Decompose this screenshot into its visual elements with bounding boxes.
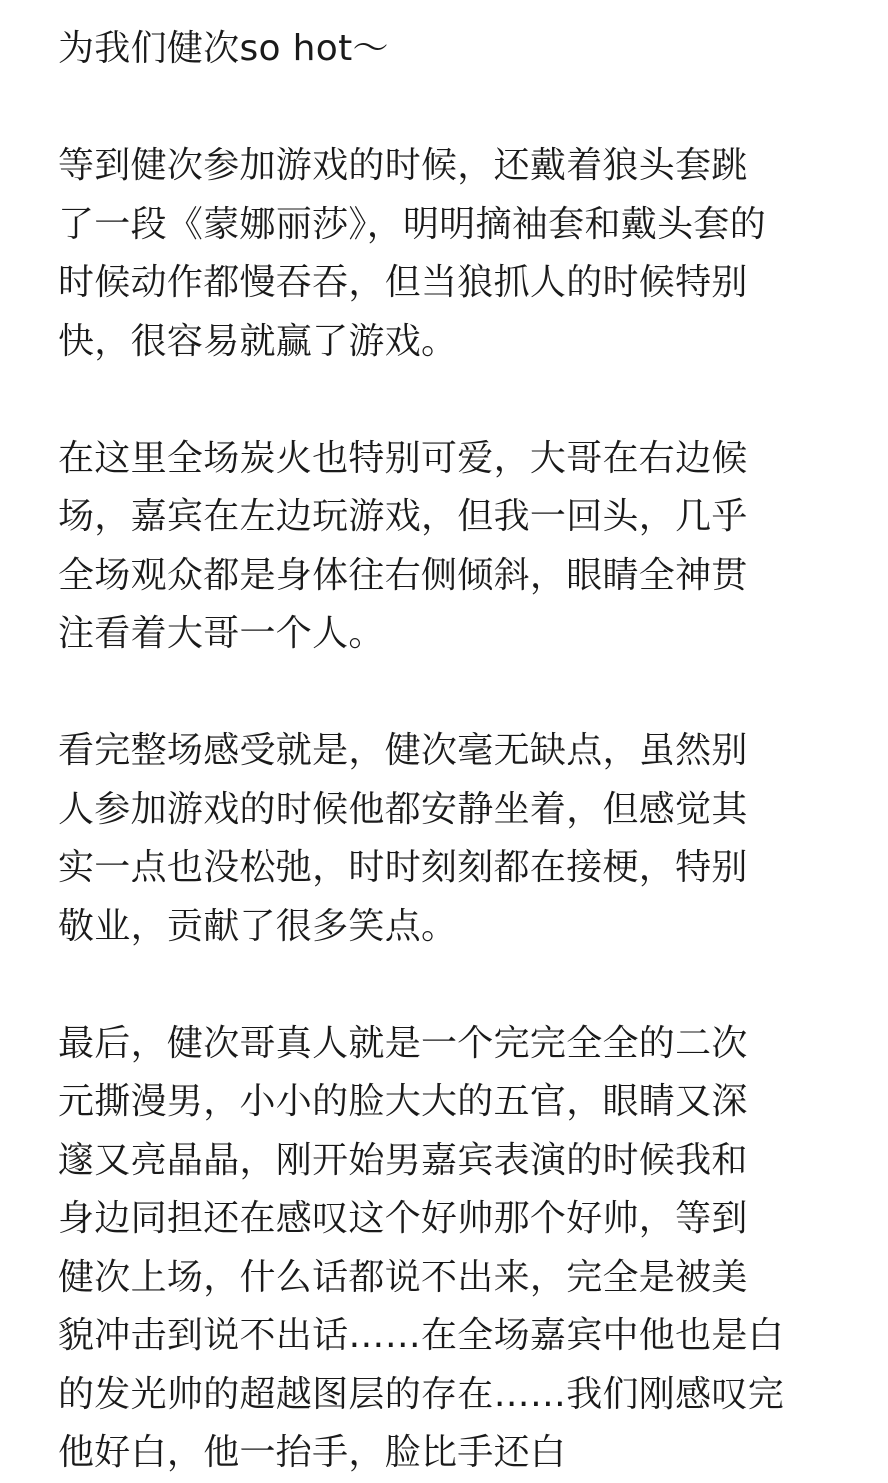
paragraph-gap [58, 664, 848, 723]
text-line: 了一段《蒙娜丽莎》，明明摘袖套和戴头套的 [58, 203, 767, 245]
text-line: 健次上场，什么话都说不出来，完全是被美 [58, 1256, 748, 1298]
text-line: 貌冲击到说不出话……在全场嘉宾中他也是白 [58, 1315, 784, 1356]
text-line: 快，很容易就赢了游戏。 [58, 320, 458, 362]
text-line: 他好白，他一抬手，脸比手还白 [58, 1432, 567, 1473]
text-line: 在这里全场炭火也特别可爱，大哥在右边候 [58, 437, 748, 479]
text-line: 人参加游戏的时候他都安静坐着，但感觉其 [58, 788, 748, 830]
text-line: 邃又亮晶晶，刚开始男嘉宾表演的时候我和 [58, 1139, 748, 1181]
paragraph [58, 137, 848, 371]
text-line: 的发光帅的超越图层的存在……我们刚感叹完 [58, 1373, 784, 1415]
post-body [58, 20, 848, 1483]
text-line: 等到健次参加游戏的时候，还戴着狼头套跳 [58, 145, 748, 186]
text-line: 看完整场感受就是，健次毫无缺点，虽然别 [58, 730, 748, 771]
paragraph-gap [58, 79, 848, 138]
text-line: 元撕漫男，小小的脸大大的五官，眼睛又深 [58, 1081, 748, 1122]
text-line: 为我们健次so hot～ [58, 28, 389, 69]
paragraph-gap [58, 956, 848, 1015]
text-line: 最后，健次哥真人就是一个完完全全的二次 [58, 1022, 748, 1064]
paragraph [58, 722, 848, 956]
text-line: 身边同担还在感叹这个好帅那个好帅，等到 [58, 1198, 748, 1239]
text-line: 实一点也没松弛，时时刻刻都在接梗，特别 [58, 847, 748, 888]
paragraph [58, 1015, 848, 1483]
paragraph [58, 20, 848, 79]
text-line: 注看着大哥一个人。 [58, 613, 385, 654]
text-line: 场，嘉宾在左边玩游戏，但我一回头，几乎 [58, 496, 748, 537]
paragraph-gap [58, 371, 848, 430]
text-line: 全场观众都是身体往右侧倾斜，眼睛全神贯 [58, 554, 748, 596]
text-line: 敬业，贡献了很多笑点。 [58, 905, 458, 947]
text-line: 时候动作都慢吞吞，但当狼抓人的时候特别 [58, 262, 748, 303]
paragraph [58, 430, 848, 664]
